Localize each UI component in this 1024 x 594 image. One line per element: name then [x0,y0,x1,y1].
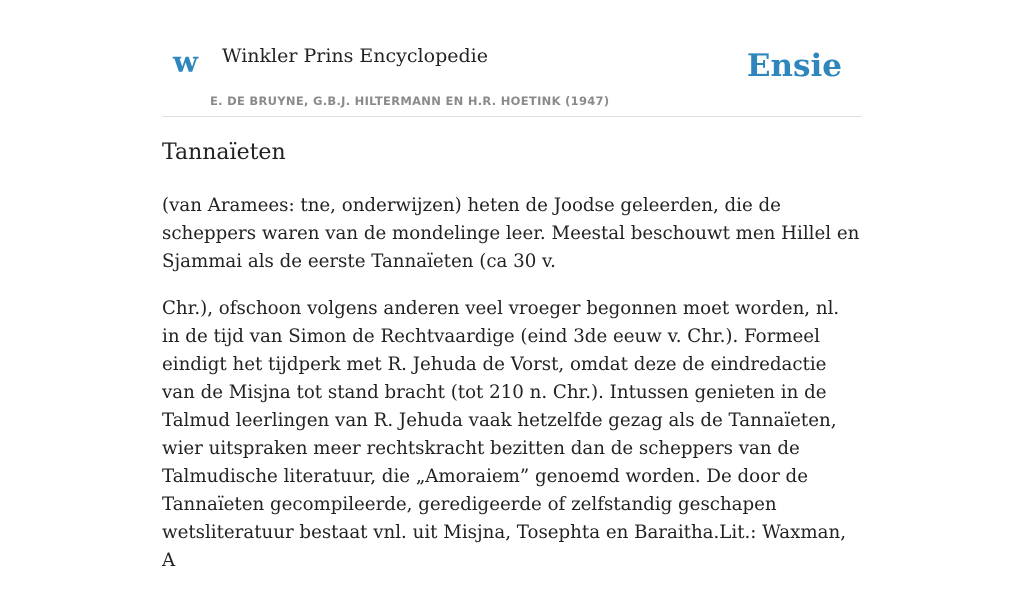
article-title: Tannaïeten [162,140,286,165]
article-paragraph: Chr.), ofschoon volgens anderen veel vroeger begonnen moet worden, nl. in de tijd van Simon de Rechtvaardige (eind 3de eeuw v. Chr.). Formeel eindigt het tijdperk met R. Jehuda de Vorst, omdat deze de eindredactie van de Misjna tot stand bracht (tot 210 n. Chr.). Intussen genieten in de Talmud leerlingen van R. Jehuda vaak hetzelfde gezag als de Tannaïeten, wier uitspraken meer rechtskracht bezitten dan de scheppers van de Talmudische literatuur, die „Amoraiem” genoemd worden. De door de Tannaïeten gecompileerde, geredigeerde of zelfstandig geschapen wetsliteratuur bestaat vnl. uit Misjna, Tosephta en Baraitha.Lit.: Waxman, A [162,298,846,571]
brand-logo[interactable]: Ensie [746,48,842,84]
article-paragraph: (van Aramees: tne, onderwijzen) heten de Joodse geleerden, die de scheppers waren van de mondelinge leer. Meestal beschouwt men Hillel en Sjammai als de eerste Tannaïeten (ca 30 v. [162,195,860,272]
encyclopedia-title[interactable]: Winkler Prins Encyclopedie [222,45,488,67]
encyclopedia-authors: E. DE BRUYNE, G.B.J. HILTERMANN EN H.R. HOETINK (1947) [210,94,610,108]
article-body [162,192,862,594]
encyclopedia-logo-icon[interactable]: w [173,45,198,79]
site-header [162,0,862,117]
